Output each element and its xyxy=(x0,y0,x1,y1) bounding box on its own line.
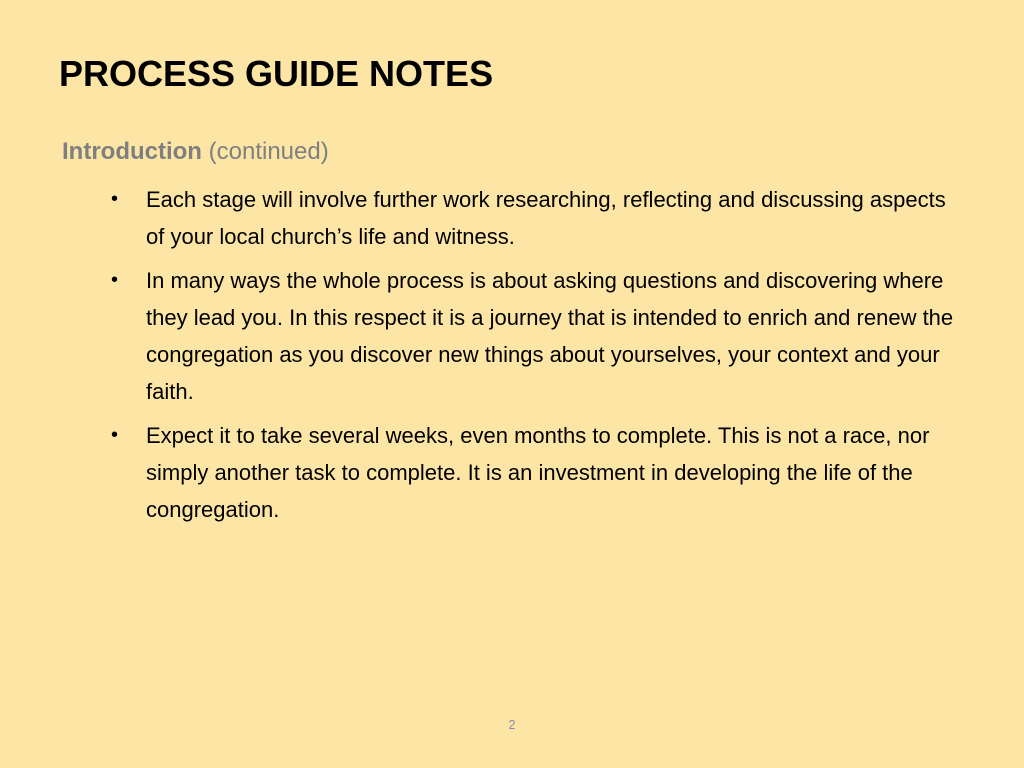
section-subheading xyxy=(62,136,329,168)
bullet-marker: • xyxy=(111,188,119,210)
bullet-marker: • xyxy=(111,269,119,291)
page-number: 2 xyxy=(508,717,516,732)
bullet-text: Each stage will involve further work researching, reflecting and discussing aspects of your local church’s life and witness. xyxy=(146,187,946,249)
subheading-strong: Introduction xyxy=(62,138,202,165)
bullet-marker: • xyxy=(111,424,119,446)
slide-title: PROCESS GUIDE NOTES xyxy=(59,53,494,94)
bullet-item xyxy=(111,181,961,255)
subheading-rest: (continued) xyxy=(201,138,329,165)
bullet-text: Expect it to take several weeks, even months to complete. This is not a race, nor simply another task to complete. It is an investment in developing the life of the congregation. xyxy=(146,423,930,522)
bullet-item xyxy=(111,262,961,410)
bullet-list xyxy=(111,181,961,535)
bullet-text: In many ways the whole process is about asking questions and discovering where they lead you. In this respect it is a journey that is intended to enrich and renew the congregation as you discover new things about yourselves, your context and your faith. xyxy=(146,268,954,404)
bullet-item xyxy=(111,417,961,528)
